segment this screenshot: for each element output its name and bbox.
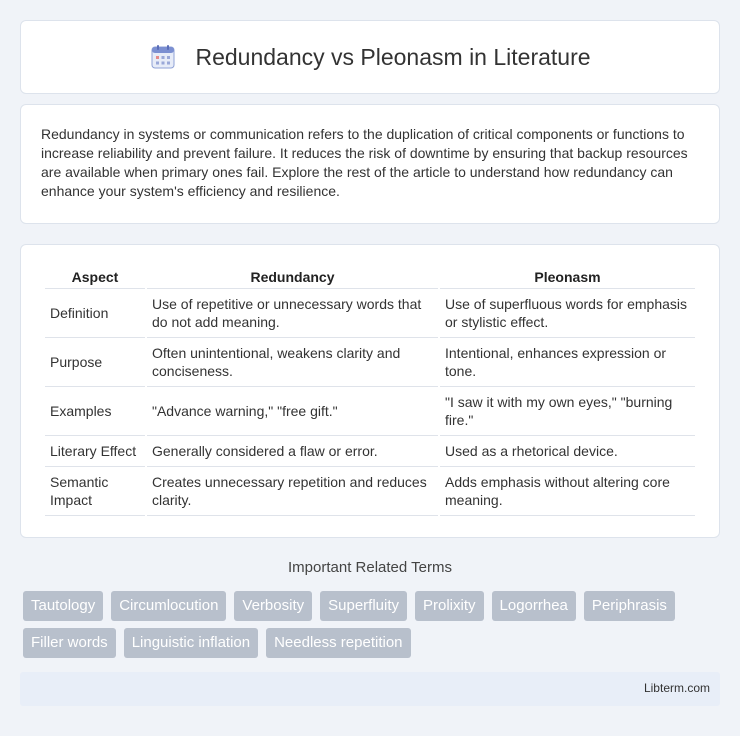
header-redundancy: Redundancy	[147, 265, 438, 289]
header-aspect: Aspect	[45, 265, 145, 289]
header-card	[20, 20, 720, 94]
cell-pleonasm: "I saw it with my own eyes," "burning fire."	[440, 387, 695, 436]
related-terms-title: Important Related Terms	[288, 559, 452, 576]
table-row	[45, 289, 695, 338]
tag-superfluity[interactable]: Superfluity	[320, 591, 407, 621]
cell-redundancy: Generally considered a flaw or error.	[147, 436, 438, 467]
calendar-icon	[149, 43, 177, 71]
cell-pleonasm: Use of superfluous words for emphasis or stylistic effect.	[440, 289, 695, 338]
cell-redundancy: Often unintentional, weakens clarity and conciseness.	[147, 338, 438, 387]
related-terms-list	[23, 591, 723, 658]
table-row	[45, 338, 695, 387]
header-pleonasm: Pleonasm	[440, 265, 695, 289]
tag-tautology[interactable]: Tautology	[23, 591, 103, 621]
cell-aspect: Literary Effect	[45, 436, 145, 467]
cell-aspect: Examples	[45, 387, 145, 436]
cell-redundancy: Creates unnecessary repetition and reduces clarity.	[147, 467, 438, 516]
cell-pleonasm: Intentional, enhances expression or tone.	[440, 338, 695, 387]
cell-aspect: Semantic Impact	[45, 467, 145, 516]
cell-pleonasm: Adds emphasis without altering core meaning.	[440, 467, 695, 516]
table-row	[45, 467, 695, 516]
intro-card	[20, 104, 720, 224]
footer-brand-link[interactable]: Libterm.com	[643, 681, 710, 695]
cell-pleonasm: Used as a rhetorical device.	[440, 436, 695, 467]
table-header-row	[45, 265, 695, 289]
table-row	[45, 387, 695, 436]
page-title: Redundancy vs Pleonasm in Literature	[195, 43, 591, 70]
tag-verbosity[interactable]: Verbosity	[234, 591, 312, 621]
intro-text: Redundancy in systems or communication refers to the duplication of critical components or functions to increase reliability and prevent failure. It reduces the risk of downtime by ensuring that backup resources are available when primary ones fail. Explore the rest of the article to understand how redundancy can enhance your system's efficiency and resilience.	[41, 126, 688, 199]
table-row	[45, 436, 695, 467]
comparison-table	[43, 265, 697, 516]
cell-aspect: Purpose	[45, 338, 145, 387]
tag-needless-repetition[interactable]: Needless repetition	[266, 628, 410, 658]
cell-redundancy: Use of repetitive or unnecessary words that do not add meaning.	[147, 289, 438, 338]
cell-aspect: Definition	[45, 289, 145, 338]
tag-circumlocution[interactable]: Circumlocution	[111, 591, 226, 621]
tag-linguistic-inflation[interactable]: Linguistic inflation	[124, 628, 258, 658]
tag-logorrhea[interactable]: Logorrhea	[492, 591, 576, 621]
tag-periphrasis[interactable]: Periphrasis	[584, 591, 675, 621]
comparison-card	[20, 244, 720, 538]
cell-redundancy: "Advance warning," "free gift."	[147, 387, 438, 436]
tag-filler-words[interactable]: Filler words	[23, 628, 116, 658]
footer	[20, 672, 720, 706]
tag-prolixity[interactable]: Prolixity	[415, 591, 484, 621]
